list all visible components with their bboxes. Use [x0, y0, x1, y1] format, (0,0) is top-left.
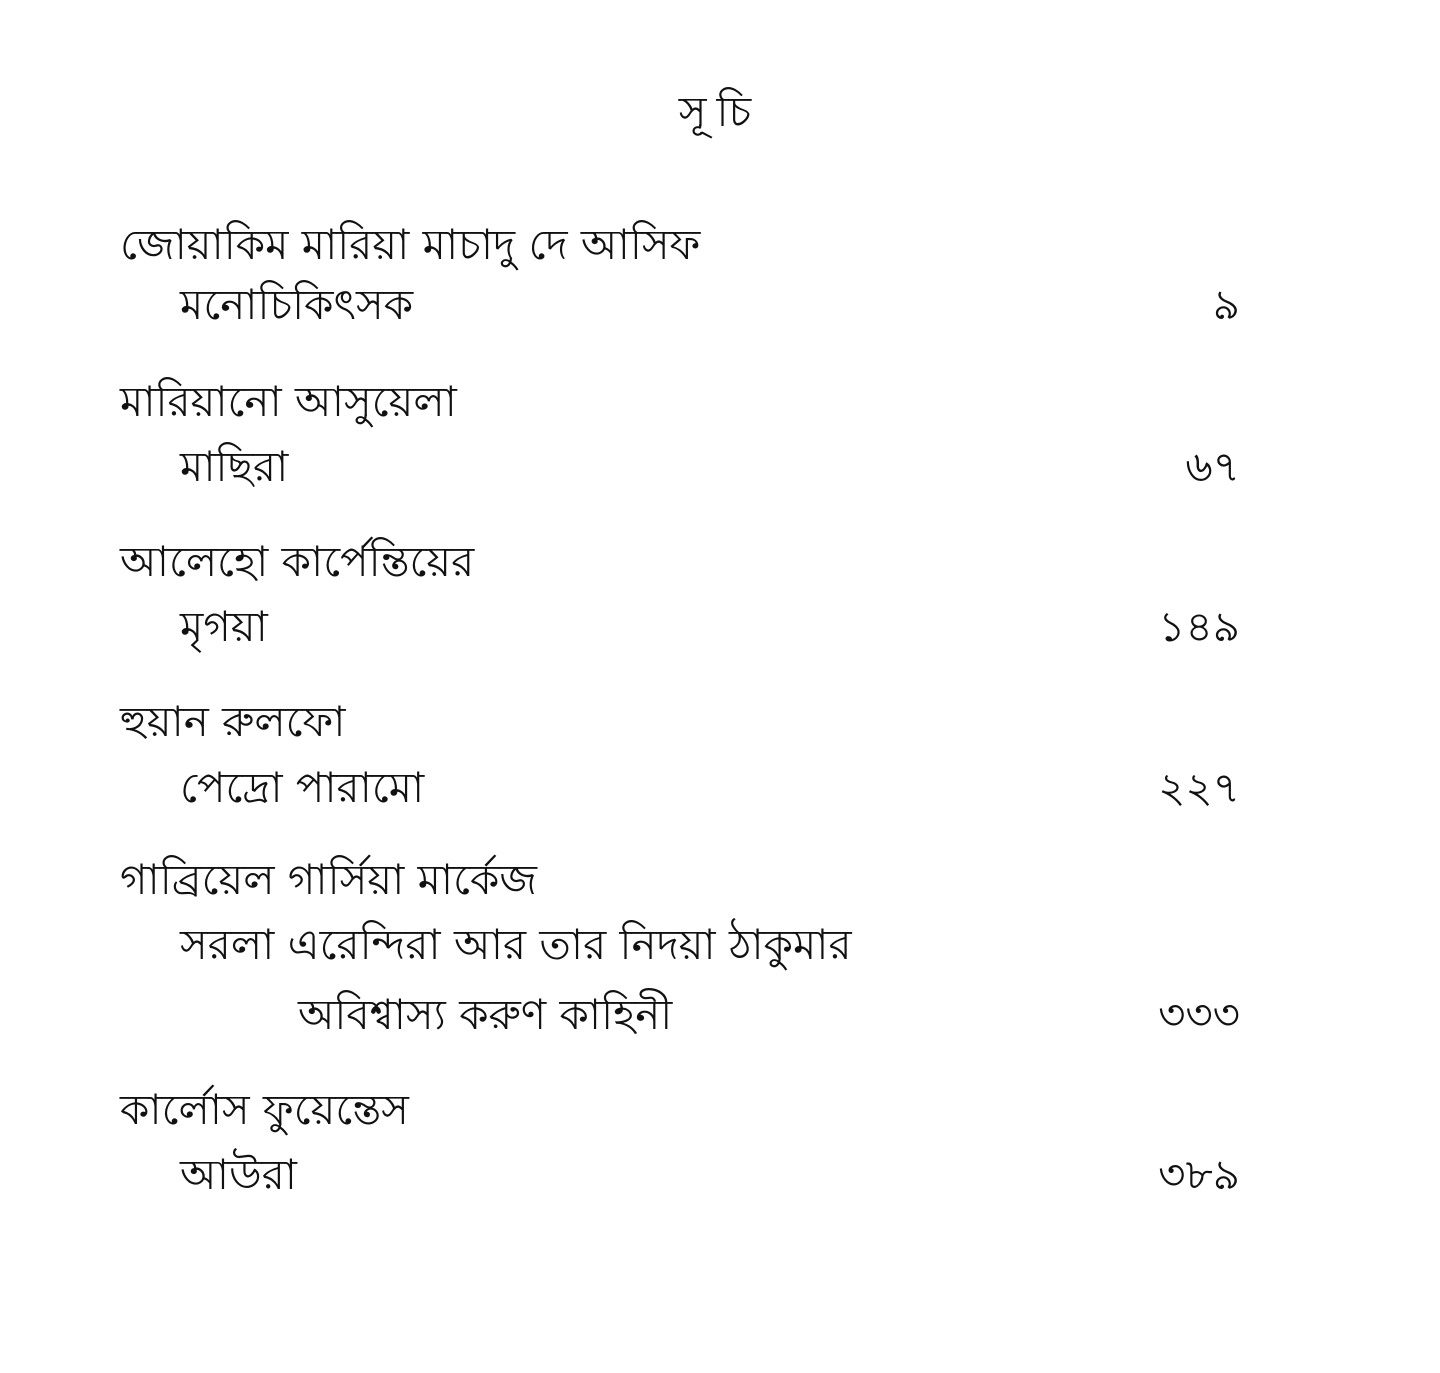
entry-work: সরলা এরেন্দিরা আর তার নিদয়া ঠাকুমার — [180, 920, 852, 969]
entry-work: পেদ্রো পারামো — [180, 763, 425, 812]
entry-work: আউরা — [180, 1150, 297, 1199]
entry-author: গাব্রিয়েল গার্সিয়া মার্কেজ — [120, 855, 537, 904]
entry-work: মৃগয়া — [180, 602, 268, 651]
entry-author: হুয়ান রুলফো — [120, 697, 346, 746]
entry-page-number: ১৪৯ — [1158, 602, 1240, 651]
entry-page-number: ৬৭ — [1185, 442, 1240, 491]
entry-work: মনোচিকিৎসক — [180, 280, 414, 329]
entry-work: মাছিরা — [180, 442, 289, 491]
entry-page-number: ৩৮৯ — [1158, 1150, 1240, 1199]
page-title: সূচি — [678, 87, 762, 136]
entry-author: আলেহো কার্পেন্তিয়ের — [120, 537, 475, 586]
entry-page-number: ৩৩৩ — [1158, 990, 1240, 1039]
entry-author: কার্লোস ফুয়েন্তেস — [120, 1085, 409, 1134]
entry-work-continued: অবিশ্বাস্য করুণ কাহিনী — [298, 990, 673, 1039]
entry-page-number: ৯ — [1212, 280, 1240, 329]
entry-page-number: ২২৭ — [1158, 763, 1240, 812]
entry-author: জোয়াকিম মারিয়া মাচাদু দে আসিফ — [120, 220, 701, 269]
entry-author: মারিয়ানো আসুয়েলা — [120, 377, 457, 426]
